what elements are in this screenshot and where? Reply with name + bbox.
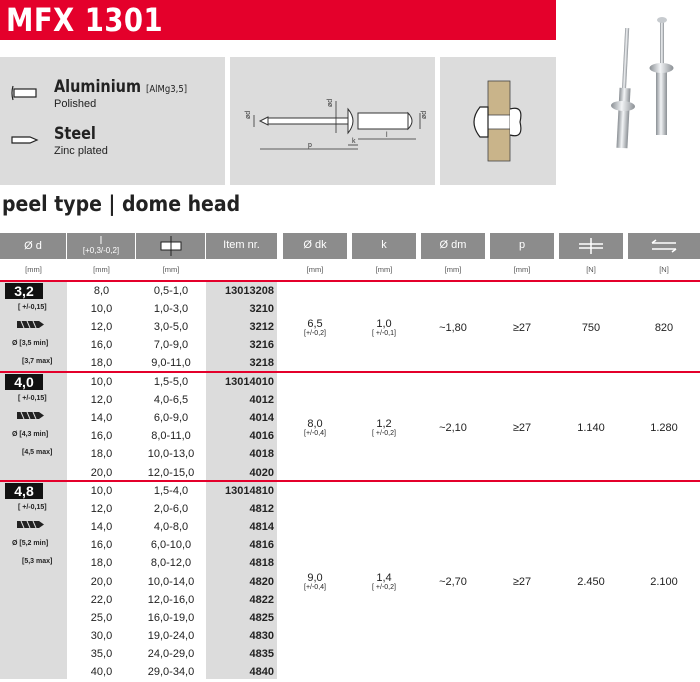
cell-grip: 4,0-6,5 — [153, 394, 189, 406]
grip-range-icon — [156, 236, 186, 256]
drill-icon — [15, 520, 45, 529]
cell-length: 16,0 — [90, 539, 113, 551]
cell-k: 1,2 [ +/-0,2] — [372, 418, 396, 437]
diameter-badge: 3,2 — [5, 283, 43, 299]
cell-length: 8,0 — [93, 285, 110, 297]
cell-length: 22,0 — [90, 594, 113, 606]
cell-item-nr: 13013208 — [225, 285, 274, 297]
dimension-drawing-panel — [230, 57, 435, 185]
cell-grip: 12,0-16,0 — [147, 594, 195, 606]
drill-min: Ø [5,2 min] — [12, 540, 49, 547]
cell-grip: 8,0-11,0 — [151, 430, 191, 442]
cell-p: ≥27 — [512, 322, 532, 334]
drill-max: [4,5 max] — [22, 449, 53, 456]
title-bar — [0, 0, 556, 40]
diameter-badge: 4,0 — [5, 374, 43, 390]
cell-length: 10,0 — [90, 376, 113, 388]
cell-grip: 19,0-24,0 — [147, 630, 195, 642]
diameter-group — [0, 371, 700, 480]
cell-grip: 29,0-34,0 — [147, 666, 195, 678]
material-finish: Polished — [54, 98, 97, 110]
cell-item-nr: 4830 — [249, 630, 274, 642]
cell-item-nr: 4820 — [249, 576, 274, 588]
cell-item-nr: 4812 — [249, 503, 274, 515]
col-d: Ø d — [0, 233, 66, 259]
rivet-dimension-drawing — [230, 57, 435, 185]
cell-dm: ~1,80 — [439, 322, 467, 334]
cell-item-nr: 3210 — [249, 303, 274, 315]
cell-grip: 3,0-5,0 — [153, 321, 189, 333]
cell-item-nr: 4014 — [249, 412, 274, 424]
unit-tensile: [N] — [659, 265, 669, 274]
cell-length: 18,0 — [90, 557, 113, 569]
unit-k: [mm] — [375, 265, 393, 274]
col-l: l [+0,3/-0,2] — [67, 233, 135, 259]
units-row — [0, 259, 700, 280]
rivet-section-drawing — [440, 57, 556, 185]
dim-p-label: p — [308, 142, 312, 149]
cell-grip: 6,0-9,0 — [153, 412, 189, 424]
drill-icon — [15, 320, 45, 329]
cell-item-nr: 4840 — [249, 666, 274, 678]
drill-icon — [15, 411, 45, 420]
shear-icon — [577, 237, 605, 255]
col-item: Item nr. — [206, 233, 277, 259]
cell-dm: ~2,70 — [439, 576, 467, 588]
diameter-tolerance: [ +/-0,15] — [18, 304, 47, 311]
product-title: MFX 1301 — [6, 1, 164, 39]
dim-d-label: ød — [421, 110, 428, 119]
cell-shear: 750 — [581, 322, 601, 334]
cell-length: 12,0 — [90, 503, 113, 515]
cell-grip: 1,5-4,0 — [153, 485, 189, 497]
unit-grip: [mm] — [162, 265, 180, 274]
cell-grip: 6,0-10,0 — [150, 539, 192, 551]
drill-min: Ø [4,3 min] — [12, 431, 49, 438]
cell-shear: 1.140 — [577, 422, 605, 434]
cell-length: 14,0 — [90, 412, 113, 424]
cell-item-nr: 4018 — [249, 448, 274, 460]
diameter-group — [0, 280, 700, 371]
cell-length: 35,0 — [90, 648, 113, 660]
cell-length: 30,0 — [90, 630, 113, 642]
drill-max: [3,7 max] — [22, 358, 53, 365]
col-dm: Ø dm — [421, 233, 485, 259]
cell-grip: 0,5-1,0 — [153, 285, 189, 297]
cell-grip: 4,0-8,0 — [153, 521, 189, 533]
cell-length: 40,0 — [90, 666, 113, 678]
cell-grip: 8,0-12,0 — [150, 557, 192, 569]
group-left-col — [0, 482, 67, 679]
mandrel-icon — [10, 130, 40, 150]
cell-length: 16,0 — [90, 430, 113, 442]
cell-item-nr: 3212 — [249, 321, 274, 333]
cell-length: 14,0 — [90, 521, 113, 533]
cell-p: ≥27 — [512, 422, 532, 434]
cell-grip: 12,0-15,0 — [147, 467, 195, 479]
col-k: k — [352, 233, 416, 259]
unit-d: [mm] — [25, 265, 42, 274]
material-name: Steel — [54, 124, 96, 144]
cell-item-nr: 13014810 — [225, 485, 274, 497]
col-p: p — [490, 233, 554, 259]
cell-item-nr: 4016 — [249, 430, 274, 442]
cell-length: 20,0 — [90, 576, 113, 588]
unit-dk: [mm] — [306, 265, 324, 274]
dome-rivet-icon — [10, 83, 40, 103]
cell-item-nr: 4814 — [249, 521, 274, 533]
materials-panel — [0, 57, 225, 185]
section-drawing-panel — [440, 57, 556, 185]
cell-length: 18,0 — [90, 357, 113, 369]
drill-min: Ø [3,5 min] — [12, 340, 49, 347]
unit-dm: [mm] — [444, 265, 462, 274]
section-subtitle: peel type | dome head — [2, 192, 241, 216]
cell-length: 20,0 — [90, 467, 113, 479]
table-header — [0, 233, 700, 259]
col-dk: Ø dk — [283, 233, 347, 259]
cell-grip: 2,0-6,0 — [153, 503, 189, 515]
col-shear — [559, 233, 623, 259]
diameter-tolerance: [ +/-0,15] — [18, 395, 47, 402]
cell-tensile: 2.100 — [650, 576, 678, 588]
cell-grip: 10,0-13,0 — [147, 448, 195, 460]
unit-p: [mm] — [513, 265, 531, 274]
tensile-icon — [650, 237, 678, 255]
cell-item-nr: 4012 — [249, 394, 274, 406]
cell-length: 10,0 — [90, 303, 113, 315]
cell-dm: ~2,10 — [439, 422, 467, 434]
cell-p: ≥27 — [512, 576, 532, 588]
cell-dk: 6,5 [+/-0,2] — [304, 318, 326, 337]
cell-length: 10,0 — [90, 485, 113, 497]
cell-length: 18,0 — [90, 448, 113, 460]
dim-l-label: l — [386, 132, 388, 139]
cell-item-nr: 4835 — [249, 648, 274, 660]
cell-item-nr: 4818 — [249, 557, 274, 569]
col-tensile — [628, 233, 700, 259]
cell-item-nr: 4825 — [249, 612, 274, 624]
cell-item-nr: 4020 — [249, 467, 274, 479]
dim-dm-label: ød — [245, 110, 252, 119]
cell-grip: 10,0-14,0 — [147, 576, 195, 588]
cell-grip: 24,0-29,0 — [147, 648, 195, 660]
cell-grip: 7,0-9,0 — [153, 339, 189, 351]
diameter-badge: 4,8 — [5, 483, 43, 499]
cell-item-nr: 4822 — [249, 594, 274, 606]
cell-tensile: 820 — [654, 322, 674, 334]
cell-grip: 16,0-19,0 — [147, 612, 195, 624]
material-finish: Zinc plated — [54, 145, 108, 157]
diameter-group — [0, 480, 700, 679]
dim-dk-label: ød — [327, 98, 334, 107]
unit-shear: [N] — [586, 265, 596, 274]
cell-item-nr: 4816 — [249, 539, 274, 551]
cell-item-nr: 3216 — [249, 339, 274, 351]
cell-grip: 1,5-5,0 — [153, 376, 189, 388]
diameter-tolerance: [ +/-0,15] — [18, 504, 47, 511]
cell-length: 25,0 — [90, 612, 113, 624]
cell-k: 1,0 [ +/-0,1] — [372, 318, 396, 337]
cell-item-nr: 13014010 — [225, 376, 274, 388]
material-name: Aluminium [AlMg3,5] — [54, 77, 188, 97]
cell-tensile: 1.280 — [650, 422, 678, 434]
col-grip — [136, 233, 205, 259]
cell-k: 1,4 [ +/-0,2] — [372, 572, 396, 591]
cell-grip: 9,0-11,0 — [151, 357, 191, 369]
drill-max: [5,3 max] — [22, 558, 53, 565]
cell-grip: 1,0-3,0 — [153, 303, 189, 315]
cell-dk: 8,0 [+/-0,4] — [304, 418, 326, 437]
cell-length: 16,0 — [90, 339, 113, 351]
unit-l: [mm] — [93, 265, 110, 274]
cell-length: 12,0 — [90, 394, 113, 406]
dim-k-label: k — [352, 138, 356, 145]
cell-item-nr: 3218 — [249, 357, 274, 369]
rivet-photo — [590, 10, 700, 160]
cell-shear: 2.450 — [577, 576, 605, 588]
cell-dk: 9,0 [+/-0,4] — [304, 572, 326, 591]
cell-length: 12,0 — [90, 321, 113, 333]
